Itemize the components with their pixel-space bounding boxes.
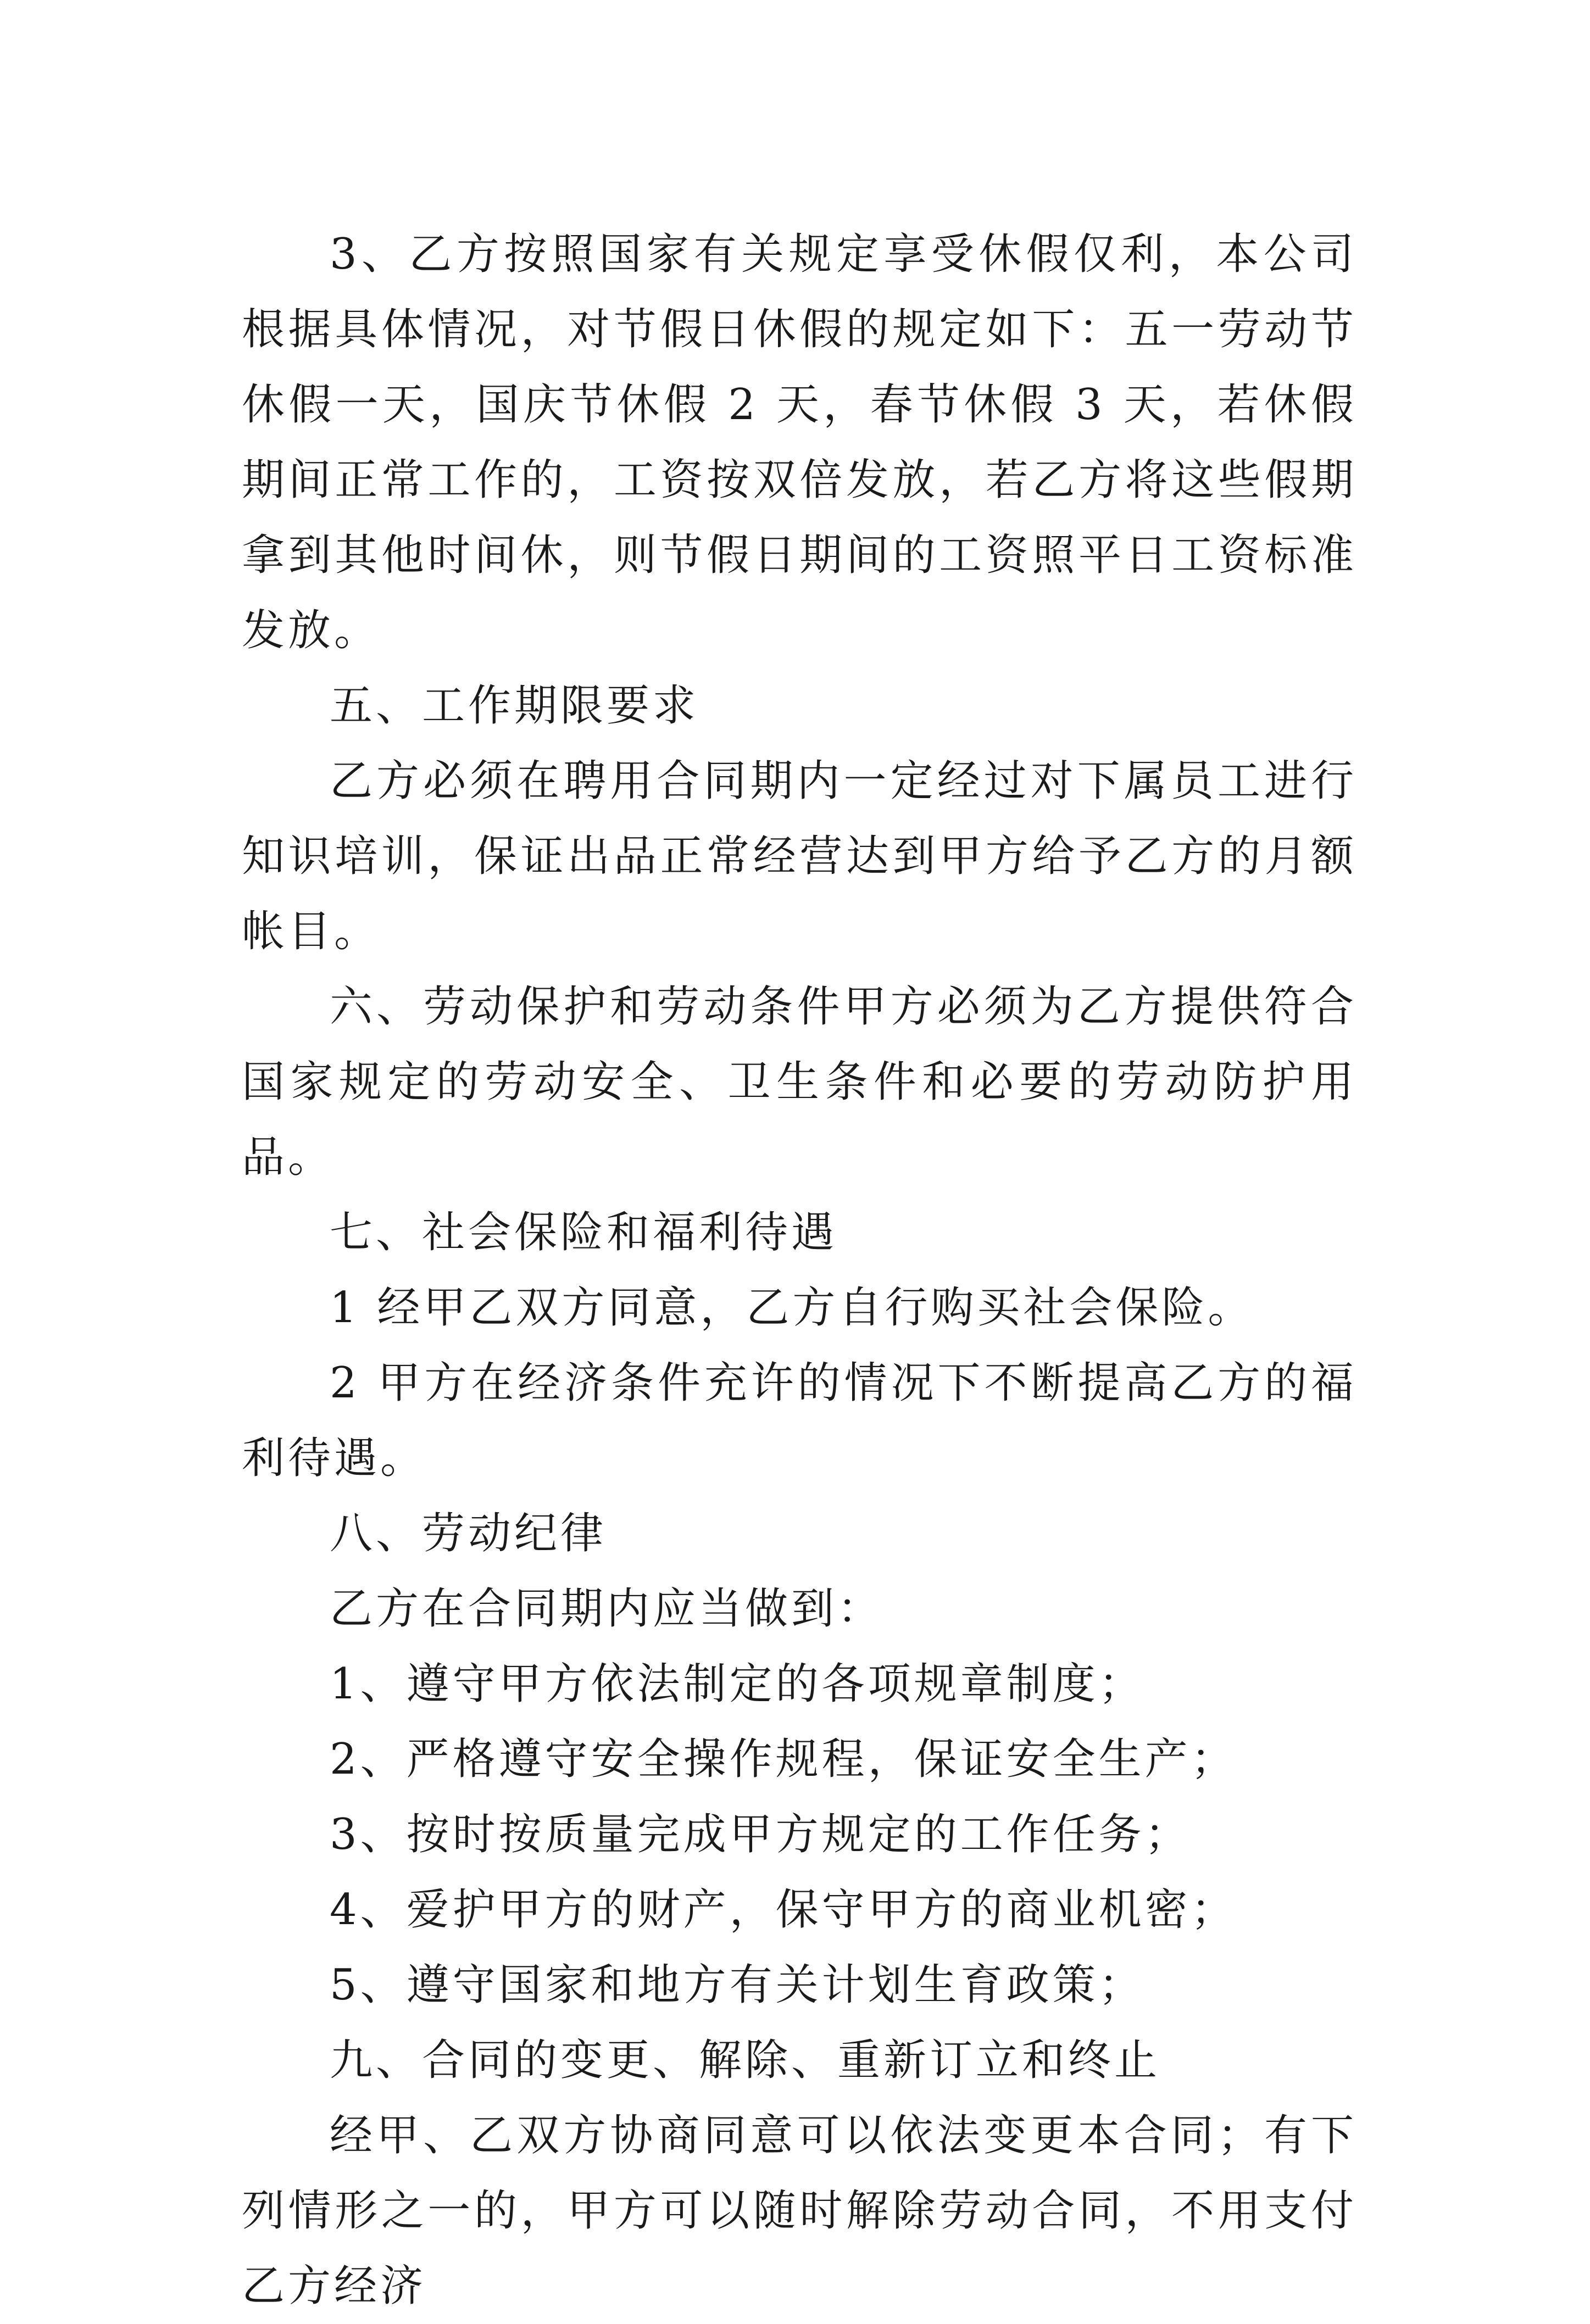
heading-contract-changes: 九、合同的变更、解除、重新订立和终止 <box>330 2036 1161 2085</box>
list-item-discipline-3: 3、按时按质量完成甲方规定的工作任务； <box>330 1810 1191 1859</box>
document-body <box>242 217 1357 2324</box>
heading-labor-discipline: 八、劳动纪律 <box>330 1509 607 1558</box>
list-item-discipline-5: 5、遵守国家和地方有关计划生育政策； <box>330 1960 1145 2010</box>
paragraph-holiday-rules: 3、乙方按照国家有关规定享受休假仅利，本公司根据具体情况，对节假日休假的规定如下：五一劳动节休假一天，国庆节休假 2 天，春节休假 3 天，若休假期间正常工作的，工资按双倍发放，若乙方将这些假期拿到其他时间休，则节假日期间的工资照平日工资标准发放。 <box>242 230 1357 655</box>
heading-social-insurance: 七、社会保险和福利待遇 <box>330 1208 838 1257</box>
paragraph-labor-protection: 六、劳动保护和劳动条件甲方必须为乙方提供符合国家规定的劳动安全、卫生条件和必要的劳动防护用品。 <box>242 982 1357 1182</box>
paragraph-contract-changes: 经甲、乙双方协商同意可以依法变更本合同；有下列情形之一的，甲方可以随时解除劳动合同，不用支付乙方经济 <box>242 2111 1357 2311</box>
paragraph-work-term: 乙方必须在聘用合同期内一定经过对下属员工进行知识培训，保证出品正常经营达到甲方给予乙方的月额帐目。 <box>242 756 1357 956</box>
paragraph-insurance-2: 2 甲方在经济条件充许的情况下不断提高乙方的福利待遇。 <box>242 1358 1357 1483</box>
list-item-discipline-2: 2、严格遵守安全操作规程，保证安全生产； <box>330 1735 1237 1784</box>
paragraph-insurance-1: 1 经甲乙双方同意，乙方自行购买社会保险。 <box>330 1283 1254 1333</box>
heading-work-term: 五、工作期限要求 <box>330 681 699 731</box>
list-item-discipline-1: 1、遵守甲方依法制定的各项规章制度； <box>330 1659 1145 1709</box>
paragraph-discipline-intro: 乙方在合同期内应当做到： <box>330 1584 884 1634</box>
list-item-discipline-4: 4、爱护甲方的财产，保守甲方的商业机密； <box>330 1885 1237 1935</box>
